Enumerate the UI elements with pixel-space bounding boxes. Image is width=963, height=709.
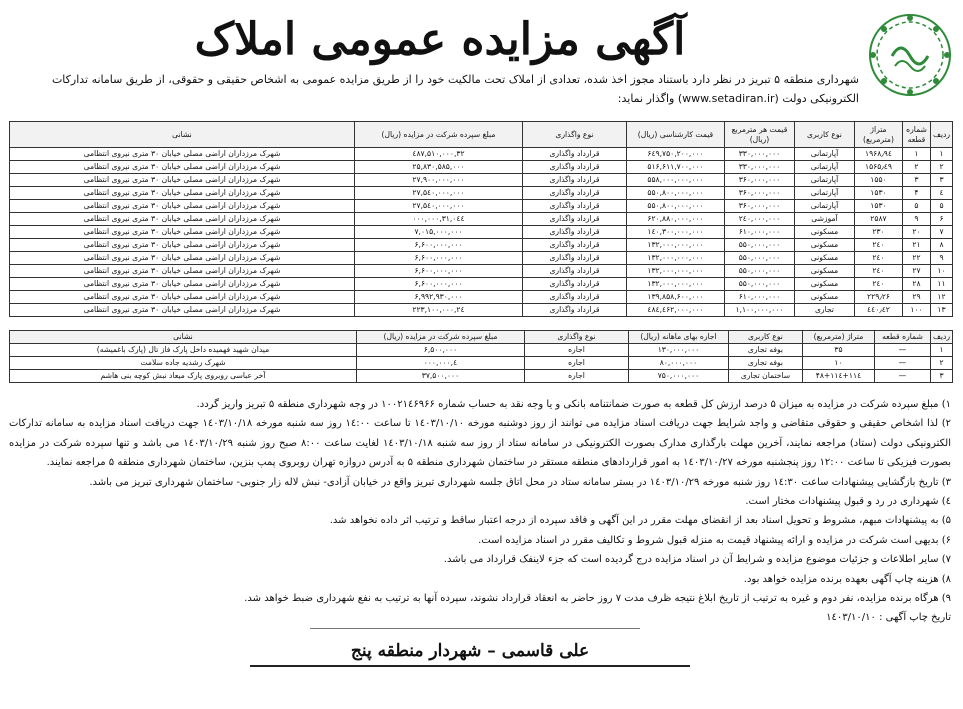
column-header: نوع کاربری — [794, 122, 854, 148]
condition-item: ۱) مبلغ سپرده شرکت در مزایده به میزان ۵ درصد ارزش کل قطعه به صورت ضمانتنامه بانکی و یا وجه نقد به حساب شماره ۱۰۰۲۱٤۶۹۶۶ در وجه شهرداری منطقه ۵ تبریز واریز گردد. — [196, 399, 951, 410]
table-row — [10, 200, 953, 213]
table-cell: مسکونی — [794, 239, 854, 252]
table-cell: ۵۵۸,۰۰۰,۰۰۰,۰۰۰ — [626, 174, 724, 187]
table-cell: ۲۵۸۷ — [854, 213, 902, 226]
table-cell: ۶,۶۰۰,۰۰۰,۰۰۰ — [354, 265, 522, 278]
table-cell: ٤۸٤,٤۶۲,۰۰۰,۰۰۰ — [626, 304, 724, 317]
table-cell: قرارداد واگذاری — [522, 278, 626, 291]
table-cell: ۲۱ — [902, 239, 930, 252]
table-cell: ۳ — [930, 174, 952, 187]
table-cell: آپارتمانی — [794, 161, 854, 174]
table-cell: ۱۱ — [930, 278, 952, 291]
table-cell: ۵۵۰,۰۰۰,۰۰۰ — [724, 278, 794, 291]
table-cell: ۲٤۰ — [854, 252, 902, 265]
table-cell: ۵ — [902, 200, 930, 213]
table-cell: ۱٤۰,۳۰۰,۰۰۰,۰۰۰ — [626, 226, 724, 239]
table-cell: آموزشی — [794, 213, 854, 226]
table-cell: ۳۷,۵۰۰,۰۰۰ — [356, 370, 524, 383]
table-row — [10, 252, 953, 265]
table-cell: ۱۳۹,۸۵۸,۶۰۰,۰۰۰ — [626, 291, 724, 304]
condition-item: ۹) هرگاه برنده مزایده، نفر دوم و غیره به ترتیب از تاریخ ابلاغ نتیجه ظرف مدت ۷ روز حاضر به انعقاد قرارداد نشوند، سپرده آنها به ترتیب به نفع شهرداری ضبط خواهد شد. — [244, 593, 951, 605]
table-cell: ۱۵۶۵٫٤۹ — [854, 161, 902, 174]
table-cell: ۱۰۰ — [902, 304, 930, 317]
column-header: اجاره بهای ماهانه (ریال) — [628, 331, 728, 344]
table-cell: ۱۳ — [930, 304, 952, 317]
table-cell: مسکونی — [794, 265, 854, 278]
table-cell: — — [874, 357, 930, 370]
table-row — [10, 291, 953, 304]
column-header: شماره قطعه — [874, 331, 930, 344]
table-cell: ۲ — [902, 161, 930, 174]
column-header: ردیف — [930, 122, 952, 148]
table-cell: تجاری — [794, 304, 854, 317]
table-cell: ۲٤,۲۲۳,۱۰۰,۰۰۰ — [354, 304, 522, 317]
table-row — [10, 265, 953, 278]
table-cell: قرارداد واگذاری — [522, 148, 626, 161]
table-cell: مسکونی — [794, 226, 854, 239]
table-cell: شهرک مرزداران اراضی مصلی خیابان ۳۰ متری نیروی انتظامی — [10, 291, 355, 304]
column-header: نوع کاربری — [728, 331, 802, 344]
table-cell: ٤,۰۰۰,۰۰۰ — [356, 357, 524, 370]
table-cell: ۶,۵۰۰,۰۰۰ — [356, 344, 524, 357]
table-cell: ۴ — [902, 187, 930, 200]
table-cell: اجاره — [524, 357, 628, 370]
table-cell: ۶۲۰,۸۸۰,۰۰۰,۰۰۰ — [626, 213, 724, 226]
table-cell: ۱۵۳۰ — [854, 200, 902, 213]
table-cell: ۸۰,۰۰۰,۰۰۰ — [628, 357, 728, 370]
table-cell: ۱۳۲,۰۰۰,۰۰۰,۰۰۰ — [626, 278, 724, 291]
table-cell: ۵۵۰,۸۰۰,۰۰۰,۰۰۰ — [626, 200, 724, 213]
table-cell: ۱ — [930, 344, 952, 357]
column-header: نشانی — [10, 122, 355, 148]
table-cell: ۱۰ — [930, 265, 952, 278]
column-header: ردیف — [930, 331, 952, 344]
table-cell: شهرک مرزداران اراضی مصلی خیابان ۳۰ متری نیروی انتظامی — [10, 278, 355, 291]
table-cell: شهرک مرزداران اراضی مصلی خیابان ۳۰ متری نیروی انتظامی — [10, 148, 355, 161]
condition-item: تاریخ چاپ آگهی : ۱٤۰۳/۱۰/۱۰ — [826, 612, 951, 624]
signature-line: علی قاسمی – شهردار منطقه پنج — [250, 641, 690, 667]
table-cell: ۱,۱۰۰,۰۰۰,۰۰۰ — [724, 304, 794, 317]
table-cell: ۱۳۲,۰۰۰,۰۰۰,۰۰۰ — [626, 239, 724, 252]
table-cell: ۶,۹۹۲,۹۳۰,۰۰۰ — [354, 291, 522, 304]
table-cell: ۶۱۰,۰۰۰,۰۰۰ — [724, 291, 794, 304]
condition-item: ۸) هزینه چاپ آگهی بعهده برنده مزایده خواهد بود. — [743, 573, 951, 585]
condition-item: ۵) به پیشنهادات مبهم، مشروط و تحویل اسناد بعد از انقضای مهلت مقرر در این آگهی و فاقد سپرده از درجه اعتبار ساقط و ترتیب اثر داده نخواهد شد. — [329, 515, 951, 527]
table-cell: مسکونی — [794, 278, 854, 291]
table-header-row — [10, 331, 953, 344]
column-header: نوع واگذاری — [522, 122, 626, 148]
table-cell: ۱۳۰,۰۰۰,۰۰۰ — [628, 344, 728, 357]
table-cell: شهرک مرزداران اراضی مصلی خیابان ۳۰ متری نیروی انتظامی — [10, 239, 355, 252]
table-row — [10, 226, 953, 239]
sale-properties-table — [9, 121, 953, 317]
column-header: متراژ (مترمربع) — [802, 331, 874, 344]
table-cell: ۲۰ — [902, 226, 930, 239]
conditions-list — [9, 395, 951, 628]
table-cell: ۲۷,۵٤۰,۰۰۰,۰۰۰ — [354, 200, 522, 213]
table-cell: آپارتمانی — [794, 187, 854, 200]
table-cell: ۳۵ — [802, 344, 874, 357]
table-cell: ۵۵۰,۸۰۰,۰۰۰,۰۰۰ — [626, 187, 724, 200]
table-cell: ۱۵۳۰ — [854, 187, 902, 200]
table-cell: ۲۳۰ — [854, 226, 902, 239]
table-cell: بوفه تجاری — [728, 344, 802, 357]
condition-item: ٤) شهرداری در رد و قبول پیشنهادات مختار است. — [745, 496, 951, 508]
table-cell: ۶,۶۰۰,۰۰۰,۰۰۰ — [354, 252, 522, 265]
table-header-row — [10, 122, 953, 148]
table-cell: ۳ — [930, 370, 952, 383]
table-cell: ۳۶۰,۰۰۰,۰۰۰ — [724, 187, 794, 200]
table-cell: ۳۶۰,۰۰۰,۰۰۰ — [724, 200, 794, 213]
condition-item: ۷) سایر اطلاعات و جزئیات موضوع مزایده و شرایط آن در اسناد مزایده درج گردیده است که جزء لاینفک قرارداد می باشد. — [443, 554, 951, 566]
table-cell: ۶,۶۰۰,۰۰۰,۰۰۰ — [354, 278, 522, 291]
table-cell: ۵ — [930, 200, 952, 213]
table-cell: آپارتمانی — [794, 200, 854, 213]
table-cell: قرارداد واگذاری — [522, 291, 626, 304]
table-cell: اجاره — [524, 370, 628, 383]
table-cell: ۷,۰۱۵,۰۰۰,۰۰۰ — [354, 226, 522, 239]
table-cell: ۶۱۰,۰۰۰,۰۰۰ — [724, 226, 794, 239]
table-cell: ۲٤۰,۰۰۰,۰۰۰ — [724, 213, 794, 226]
table-cell: مسکونی — [794, 252, 854, 265]
intro-paragraph: شهرداری منطقه ۵ تبریز در نظر دارد باستناد مجوز اخذ شده، تعدادی از املاک تحت مالکیت خود را از طریق مزایده عمومی به اشخاص حقیقی و حقوقی، از طریق سامانه تدارکات الکترونیکی دولت (www.setadiran.ir) واگذار نماید: — [51, 73, 859, 105]
municipality-logo — [867, 12, 953, 98]
table-cell: شهرک مرزداران اراضی مصلی خیابان ۳۰ متری نیروی انتظامی — [10, 161, 355, 174]
table-cell: ۳۳۰,۰۰۰,۰۰۰ — [724, 161, 794, 174]
table-cell: ٤ — [930, 187, 952, 200]
table-cell: شهرک مرزداران اراضی مصلی خیابان ۳۰ متری نیروی انتظامی — [10, 213, 355, 226]
table-cell: ۱۳۲,۰۰۰,۰۰۰,۰۰۰ — [626, 252, 724, 265]
table-cell: شهرک مرزداران اراضی مصلی خیابان ۳۰ متری نیروی انتظامی — [10, 252, 355, 265]
table-cell: ۱۵۵۰ — [854, 174, 902, 187]
table-cell: شهرک مرزداران اراضی مصلی خیابان ۳۰ متری نیروی انتظامی — [10, 187, 355, 200]
table-cell: شهرک مرزداران اراضی مصلی خیابان ۳۰ متری نیروی انتظامی — [10, 174, 355, 187]
table-cell: قرارداد واگذاری — [522, 226, 626, 239]
table-cell: ۳۲,٤۸۷,۵۱۰,۰۰۰ — [354, 148, 522, 161]
table-cell: ۲۲۹٫۲۶ — [854, 291, 902, 304]
table-cell: ۶٤۹,۷۵۰,۲۰۰,۰۰۰ — [626, 148, 724, 161]
condition-item: ۶) بدیهی است شرکت در مزایده و ارائه پیشنهاد قیمت به منزله قبول شروط و تکالیف مقرر در اسناد مزایده است. — [478, 534, 951, 546]
table-cell: ساختمان تجاری — [728, 370, 802, 383]
table-cell: ۱۳۲,۰۰۰,۰۰۰,۰۰۰ — [626, 265, 724, 278]
table-row — [10, 161, 953, 174]
table-row — [10, 239, 953, 252]
table-cell: ۱ — [930, 148, 952, 161]
table-cell: — — [874, 370, 930, 383]
table-cell: شهرک رشدیه جاده سلامت — [10, 357, 357, 370]
table-row — [10, 370, 953, 383]
table-cell: ۲٤۰ — [854, 239, 902, 252]
table-cell: ۳۱,۰٤٤,۰۰۰,۰۰۰ — [354, 213, 522, 226]
rental-properties-table — [9, 330, 953, 383]
table-cell: ۳۶۰,۰۰۰,۰۰۰ — [724, 174, 794, 187]
table-cell: ۲۲ — [902, 252, 930, 265]
table-cell: ۹ — [902, 213, 930, 226]
table-cell: ۱ — [902, 148, 930, 161]
table-cell: شهرک مرزداران اراضی مصلی خیابان ۳۰ متری نیروی انتظامی — [10, 265, 355, 278]
table-cell: ۱۹۶۸٫۹٤ — [854, 148, 902, 161]
table-row — [10, 278, 953, 291]
table-cell: ۲۷,۹۰۰,۰۰۰,۰۰۰ — [354, 174, 522, 187]
table-cell: ۳ — [902, 174, 930, 187]
condition-item: ۳) تاریخ بازگشایی پیشنهادات ساعت ۱٤:۳۰ روز شنبه مورخه ۱٤۰۳/۱۰/۲۹ در بستر سامانه ستاد در محل اتاق جلسه شهرداری تبریز واقع در خیابان آزادی- نبش لاله زار جنوبی- ساختمان شهرداری تبریز می باشد. — [89, 476, 951, 488]
table-cell: ٤٤۰٫٤۲ — [854, 304, 902, 317]
table-cell: ۶,۶۰۰,۰۰۰,۰۰۰ — [354, 239, 522, 252]
table-cell: میدان شهید فهمیده داخل پارک فاز تال (پارک باغمیشه) — [10, 344, 357, 357]
column-header: نشانی — [10, 331, 357, 344]
table-cell: قرارداد واگذاری — [522, 161, 626, 174]
table-cell: آخر عباسی روبروی پارک میعاد نبش کوچه بنی هاشم — [10, 370, 357, 383]
table-row — [10, 213, 953, 226]
page-title: آگهی مزایده عمومی املاک — [194, 14, 686, 65]
table-cell: ۲۹ — [902, 291, 930, 304]
table-cell: ۶ — [930, 213, 952, 226]
table-cell: قرارداد واگذاری — [522, 187, 626, 200]
table-cell: ۲ — [930, 161, 952, 174]
column-header: متراژ (مترمربع) — [854, 122, 902, 148]
table-cell: ۲٤۰ — [854, 278, 902, 291]
table-cell: ۱۲ — [930, 291, 952, 304]
table-cell: ۲٤۰ — [854, 265, 902, 278]
table-cell: ۵۵۰,۰۰۰,۰۰۰ — [724, 252, 794, 265]
table-cell: قرارداد واگذاری — [522, 239, 626, 252]
table-cell: ۱۰ — [802, 357, 874, 370]
table-cell: قرارداد واگذاری — [522, 174, 626, 187]
table-cell: قرارداد واگذاری — [522, 213, 626, 226]
table-cell: — — [874, 344, 930, 357]
table-cell: قرارداد واگذاری — [522, 265, 626, 278]
table-cell: ۳۳۰,۰۰۰,۰۰۰ — [724, 148, 794, 161]
table-cell: اجاره — [524, 344, 628, 357]
table-row — [10, 187, 953, 200]
table-row — [10, 304, 953, 317]
table-cell: ۵۵۰,۰۰۰,۰۰۰ — [724, 239, 794, 252]
table-row — [10, 174, 953, 187]
table-cell: شهرک مرزداران اراضی مصلی خیابان ۳۰ متری نیروی انتظامی — [10, 226, 355, 239]
column-header: شماره قطعه — [902, 122, 930, 148]
table-cell: ۸ — [930, 239, 952, 252]
table-cell: آپارتمانی — [794, 174, 854, 187]
table-cell: ۲۸ — [902, 278, 930, 291]
column-header: قیمت کارشناسی (ریال) — [626, 122, 724, 148]
table-cell: قرارداد واگذاری — [522, 304, 626, 317]
table-cell: ۷۵۰,۰۰۰,۰۰۰ — [628, 370, 728, 383]
condition-item: ۲) لذا اشخاص حقیقی و حقوقی متقاضی و واجد شرایط جهت دریافت اسناد مزایده می توانند از روز دوشنبه مورخه ۱٤۰۳/۱۰/۱۰ تا ساعت ۱٤:۰۰ روز سه شنبه مورخه ۱٤۰۳/۱۰/۱۸ جهت دریافت اسناد مزایده به سامانه تدارکات الکترونیکی دولت (ستاد) مراجعه نمایند، آخرین مهلت بارگذاری مدارک بصورت الکترونیکی در سامانه ستاد از روز سه شنبه ۱٤۰۳/۱۰/۱۸ لغایت ساعت ۸:۰۰ صبح روز شنبه ۱٤۰۳/۱۰/۲۹ می باشد و تنها سپرده شرکت در مزایده بصورت فیزیکی تا ساعت ۱۲:۰۰ روز پنجشنبه مورخه ۱٤۰۳/۱۰/۲۷ به امور قراردادهای منطقه مستقر در ساختمان شهرداری منطقه ۵ به آدرس دروازه تهران روبروی پمپ بنزین، ساختمان شهرداری منطقه ۵ مراجعه نمایند. — [9, 418, 952, 469]
table-cell: ۲۷,۵٤۰,۰۰۰,۰۰۰ — [354, 187, 522, 200]
table-row — [10, 148, 953, 161]
table-cell: ۲۷ — [902, 265, 930, 278]
table-cell: ۲ — [930, 357, 952, 370]
table-cell: ۹ — [930, 252, 952, 265]
column-header: مبلغ سپرده شرکت در مزایده (ریال) — [354, 122, 522, 148]
column-header: مبلغ سپرده شرکت در مزایده (ریال) — [356, 331, 524, 344]
table-cell: ۵۵۰,۰۰۰,۰۰۰ — [724, 265, 794, 278]
column-header: قیمت هر مترمربع (ریال) — [724, 122, 794, 148]
table-cell: آپارتمانی — [794, 148, 854, 161]
table-cell: مسکونی — [794, 291, 854, 304]
table-cell: قرارداد واگذاری — [522, 200, 626, 213]
table-cell: ۷ — [930, 226, 952, 239]
table-cell: شهرک مرزداران اراضی مصلی خیابان ۳۰ متری نیروی انتظامی — [10, 304, 355, 317]
table-row — [10, 357, 953, 370]
table-row — [10, 344, 953, 357]
table-cell: شهرک مرزداران اراضی مصلی خیابان ۳۰ متری نیروی انتظامی — [10, 200, 355, 213]
divider — [310, 628, 640, 629]
table-cell: قرارداد واگذاری — [522, 252, 626, 265]
column-header: نوع واگذاری — [524, 331, 628, 344]
table-cell: ۱۱٤+۴۸+۱۱٤ — [802, 370, 874, 383]
table-cell: ۲۵,۸۳۰,۵۸۵,۰۰۰ — [354, 161, 522, 174]
table-cell: ۵۱۶,۶۱۱,۷۰۰,۰۰۰ — [626, 161, 724, 174]
table-cell: بوفه تجاری — [728, 357, 802, 370]
